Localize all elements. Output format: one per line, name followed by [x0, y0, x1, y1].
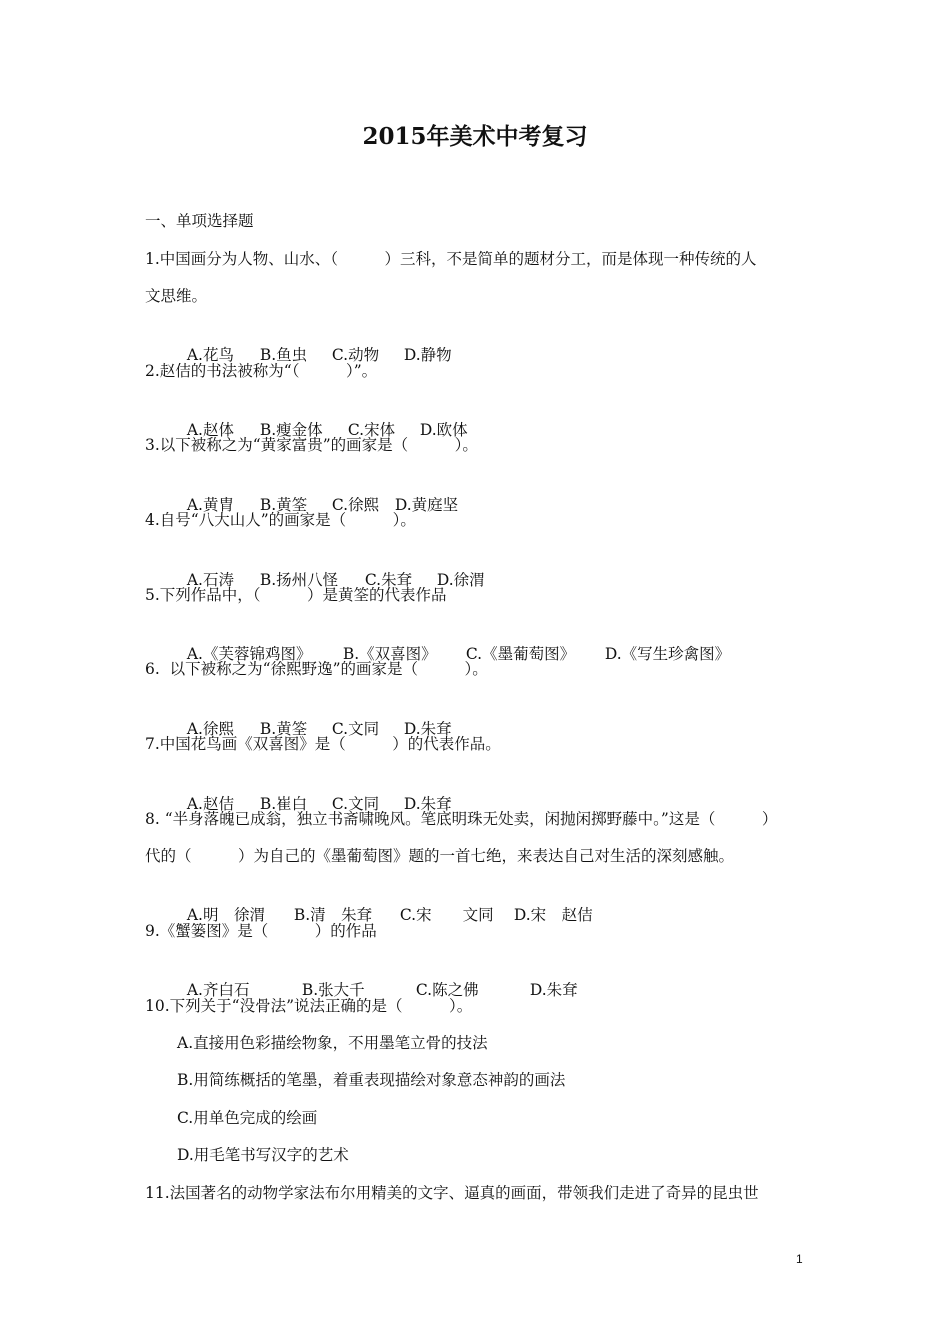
option-a: A.石涛 — [186, 571, 234, 589]
question-2: 2.赵佶的书法被称为“（ ）”。 — [145, 362, 378, 380]
option-d: D.黄庭坚 — [394, 496, 459, 514]
option-b: B.鱼虫 — [259, 346, 308, 364]
question-1-line-1: 1.中国画分为人物、山水、（ ）三科，不是简单的题材分工，而是体现一种传统的人 — [145, 250, 757, 268]
option-a: A.黄胄 — [186, 496, 234, 514]
question-8-line-2: 代的（ ）为自己的《墨葡萄图》题的一首七绝，来表达自己对生活的深刻感触。 — [145, 847, 735, 865]
option-c: C.陈之佛 — [415, 981, 479, 999]
option-b: B.张大千 — [301, 981, 365, 999]
option-b: B.《双喜图》 — [342, 645, 437, 663]
question-10-option-d: D.用毛笔书写汉字的艺术 — [177, 1146, 349, 1164]
option-c: C.《墨葡萄图》 — [465, 645, 576, 663]
question-6: 6. 以下被称之为“徐熙野逸”的画家是（ ）。 — [145, 660, 488, 678]
option-a: A.《芙蓉锦鸡图》 — [186, 645, 312, 663]
question-7: 7.中国花鸟画《双喜图》是（ ）的代表作品。 — [145, 735, 501, 753]
option-c: C.徐熙 — [331, 496, 380, 514]
option-c: C.朱耷 — [364, 571, 413, 589]
option-d: D.静物 — [403, 346, 452, 364]
option-a: A.明 徐渭 — [186, 906, 265, 924]
option-c: C.文同 — [331, 795, 380, 813]
option-b: B.黄筌 — [259, 496, 308, 514]
question-1-line-2: 文思维。 — [145, 287, 208, 305]
option-b: B.瘦金体 — [259, 421, 323, 439]
option-a: A.齐白石 — [186, 981, 250, 999]
option-a: A.徐熙 — [186, 720, 234, 738]
option-d: D.宋 赵佶 — [513, 906, 593, 924]
option-a: A.赵佶 — [186, 795, 234, 813]
question-5: 5.下列作品中，（ ）是黄筌的代表作品 — [145, 586, 447, 604]
question-10-option-c: C.用单色完成的绘画 — [177, 1109, 318, 1127]
question-3: 3.以下被称之为“黄家富贵”的画家是（ ）。 — [145, 436, 478, 454]
page-title: 2015年美术中考复习 — [362, 123, 588, 150]
option-b: B.崔白 — [259, 795, 308, 813]
question-10-option-b: B.用简练概括的笔墨，着重表现描绘对象意态神韵的画法 — [177, 1071, 566, 1089]
question-10: 10.下列关于“没骨法”说法正确的是（ ）。 — [145, 997, 473, 1015]
question-9: 9.《蟹篓图》是（ ）的作品 — [145, 922, 377, 940]
question-10-option-a: A.直接用色彩描绘物象，不用墨笔立骨的技法 — [177, 1034, 488, 1052]
option-d: D.欧体 — [419, 421, 468, 439]
option-d: D.徐渭 — [436, 571, 485, 589]
option-a: A.花鸟 — [186, 346, 234, 364]
question-8-line-1: 8. “半身落魄已成翁，独立书斋啸晚风。笔底明珠无处卖，闲抛闲掷野藤中。”这是（ ） — [145, 810, 778, 828]
option-b: B.清 朱耷 — [293, 906, 373, 924]
option-d: D.《写生珍禽图》 — [604, 645, 731, 663]
option-c: C.宋 文同 — [399, 906, 494, 924]
option-c: C.动物 — [331, 346, 380, 364]
option-c: C.文同 — [331, 720, 380, 738]
section-heading: 一、单项选择题 — [145, 212, 254, 230]
option-a: A.赵体 — [186, 421, 234, 439]
option-b: B.扬州八怪 — [259, 571, 339, 589]
option-d: D.朱耷 — [403, 720, 452, 738]
option-c: C.宋体 — [347, 421, 396, 439]
question-4: 4.自号“八大山人”的画家是（ ）。 — [145, 511, 416, 529]
question-11-line-1: 11.法国著名的动物学家法布尔用精美的文字、逼真的画面，带领我们走进了奇异的昆虫世 — [145, 1184, 759, 1202]
option-b: B.黄筌 — [259, 720, 308, 738]
option-d: D.朱耷 — [529, 981, 578, 999]
page-number: 1 — [796, 1252, 803, 1266]
option-d: D.朱耷 — [403, 795, 452, 813]
